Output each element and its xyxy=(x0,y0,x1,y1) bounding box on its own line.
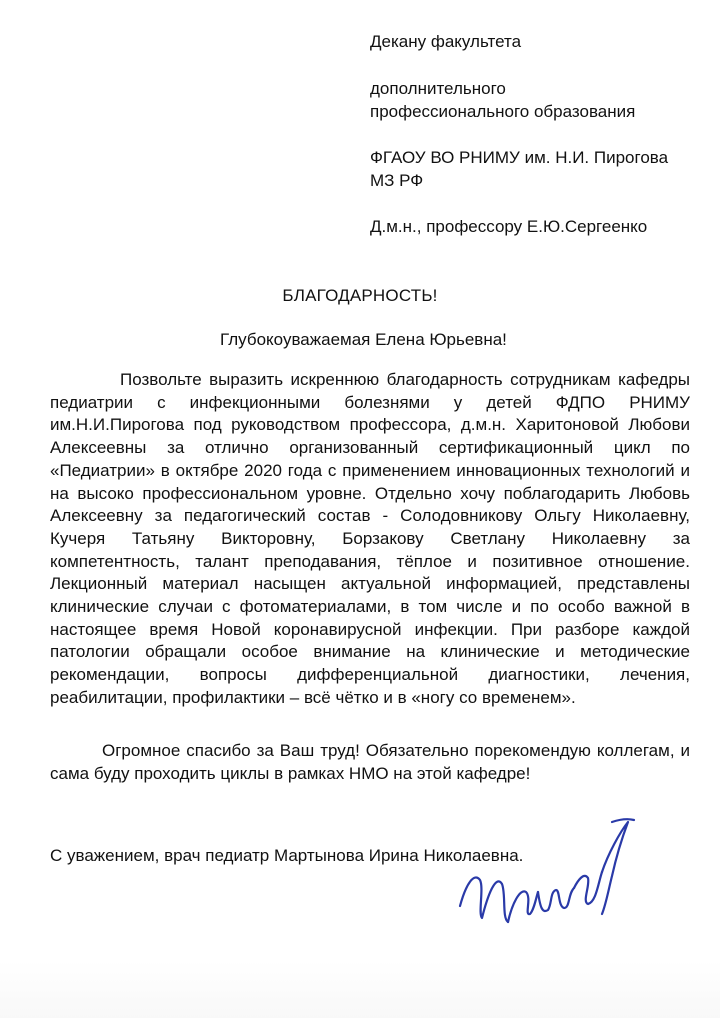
letter-thanks: Огромное спасибо за Ваш труд! Обязательно порекомендую коллегам, и сама буду проходить циклы в рамках НМО на этой кафедре! xyxy=(50,741,690,783)
scan-shading xyxy=(0,960,720,1018)
letter-closing: С уважением, врач педиатр Мартынова Ирина Николаевна. xyxy=(50,846,524,865)
letter-greeting: Глубокоуважаемая Елена Юрьевна! xyxy=(220,330,507,349)
addressee-line-faculty: дополнительного xyxy=(370,79,506,98)
addressee-block xyxy=(370,30,700,238)
addressee-line-professor: Д.м.н., профессору Е.Ю.Сергеенко xyxy=(370,217,648,236)
addressee-line-ministry: МЗ РФ xyxy=(370,171,424,190)
handwritten-signature xyxy=(452,814,642,954)
letter-body: Позвольте выразить искреннюю благодарность сотрудникам кафедры педиатрии с инфекционными болезнями у детей ФДПО РНИМУ им.Н.И.Пирогова под руководством профессора, д.м.н. Харитоновой Любови Алексеевны за отлично организованный сертификационный цикл по «Педиатрии» в октябре 2020 года с применением инновационных технологий и на высоко профессиональном уровне. Отдельно хочу поблагодарить Любовь Алексеевну за педагогический состав - Солодовникову Ольгу Николаевну, Кучеря Татьяну Викторовну, Борзакову Светлану Николаевну за компетентность, талант преподавания, тёплое и позитивное отношение. Лекционный материал насыщен актуальной информацией, представлены клинические случаи с фотоматериалами, в том числе и по особо важной в настоящее время Новой коронавирусной инфекции. При разборе каждой патологии обращали особое внимание на клинические и методические рекомендации, вопросы дифференциальной диагностики, лечения, реабилитации, профилактики – всё чётко и в «ногу со временем». xyxy=(50,370,690,707)
addressee-line-education: профессионального образования xyxy=(370,102,636,121)
addressee-line-university: ФГАОУ ВО РНИМУ им. Н.И. Пирогова xyxy=(370,148,669,167)
addressee-line-dean: Декану факультета xyxy=(370,32,522,51)
letter-title: БЛАГОДАРНОСТЬ! xyxy=(282,286,438,305)
